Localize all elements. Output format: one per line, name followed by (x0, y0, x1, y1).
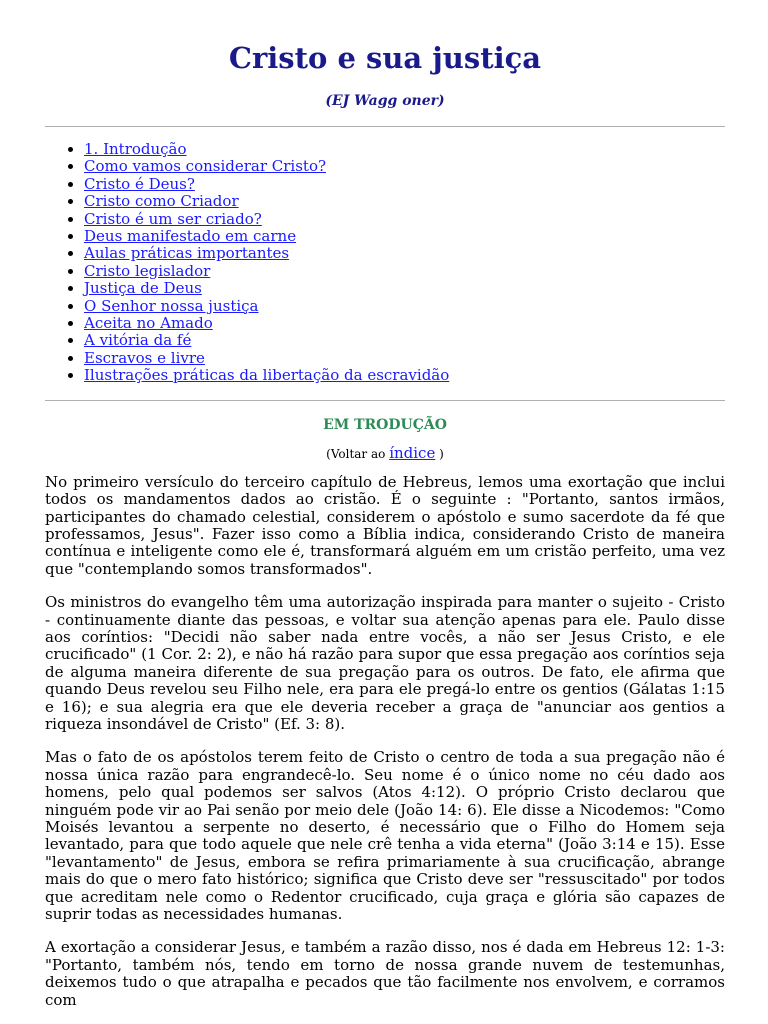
toc-link-escravos-livre[interactable]: Escravos e livre (84, 348, 205, 367)
index-link[interactable]: índice (389, 443, 436, 462)
toc-link-ilustracoes[interactable]: Ilustrações práticas da libertação da escravidão (84, 366, 450, 385)
toc-link-aceita-amado[interactable]: Aceita no Amado (84, 314, 213, 333)
toc-link-aulas-praticas[interactable]: Aulas práticas importantes (84, 244, 290, 263)
back-prefix: (Voltar ao (326, 446, 386, 461)
document-author: (EJ Wagg oner) (325, 93, 445, 109)
toc-item (84, 350, 725, 367)
toc-item (84, 298, 725, 315)
toc-link-senhor-justica[interactable]: O Senhor nossa justiça (84, 296, 259, 315)
divider (45, 400, 725, 401)
toc-item (84, 176, 725, 193)
toc-link-vitoria-fe[interactable]: A vitória da fé (84, 331, 192, 350)
toc-item (84, 263, 725, 280)
toc-link-como-considerar[interactable]: Como vamos considerar Cristo? (84, 157, 327, 176)
toc-item (84, 280, 725, 297)
toc-item (84, 367, 725, 384)
body-paragraph: Os ministros do evangelho têm uma autorização inspirada para manter o sujeito - Cristo - continuamente diante das pessoas, e voltar sua atenção apenas para ele. Paulo disse aos coríntios: "Decidi não saber nada entre vocês, a não ser Jesus Cristo, e ele crucificado" (1 Cor. 2: 2), e não há razão para supor que essa pregação aos coríntios seja de alguma maneira diferente de sua pregação para os outros. De fato, ele afirma que quando Deus revelou seu Filho nele, era para ele pregá-lo entre os gentios (Gálatas 1:15 e 16); e sua alegria era que ele deveria receber a graça de "anunciar aos gentios a riqueza insondável de Cristo" (Ef. 3: 8). (45, 593, 725, 733)
toc-item (84, 332, 725, 349)
toc-link-justica-deus[interactable]: Justiça de Deus (84, 279, 202, 298)
toc-link-introducao[interactable]: 1. Introdução (84, 140, 187, 158)
toc-item (84, 158, 725, 175)
divider (45, 126, 725, 127)
toc-item (84, 141, 725, 158)
body-paragraph: A exortação a considerar Jesus, e também a razão disso, nos é dada em Hebreus 12: 1-3: "Portanto, também nós, tendo em torno de nossa grande nuvem de testemunhas, deixemos tudo o que atrapalha e pecados que tão facilmente nos envolvem, e corramos com (45, 938, 725, 1009)
toc-item (84, 193, 725, 210)
back-to-index (45, 444, 725, 463)
toc-link-ser-criado[interactable]: Cristo é um ser criado? (84, 209, 262, 228)
body-paragraph: Mas o fato de os apóstolos terem feito de Cristo o centro de toda a sua pregação não é nossa única razão para engrandecê-lo. Seu nome é o único nome no céu dado aos homens, pelo qual podemos ser salvos (Atos 4:12). O próprio Cristo declarou que ninguém pode vir ao Pai senão por meio dele (João 14: 6). Ele disse a Nicodemos: "Como Moisés levantou a serpente no deserto, é necessário que o Filho do Homem seja levantado, para que todo aquele que nele crê tenha a vida eterna" (João 3:14 e 15). Esse "levantamento" de Jesus, embora se refira primariamente à sua crucificação, abrange mais do que o mero fato histórico; significa que Cristo deve ser "ressuscitado" por todos que acreditam nele como o Redentor crucificado, cuja graça e glória são capazes de suprir todas as necessidades humanas. (45, 748, 725, 924)
toc-item (84, 211, 725, 228)
toc-item (84, 315, 725, 332)
table-of-contents (45, 141, 725, 385)
toc-link-cristo-deus[interactable]: Cristo é Deus? (84, 174, 195, 193)
toc-item (84, 228, 725, 245)
body-paragraph: No primeiro versículo do terceiro capítulo de Hebreus, lemos uma exortação que inclui todos os mandamentos dados ao cristão. É o seguinte : "Portanto, santos irmãos, participantes do chamado celestial, considerem o apóstolo e sumo sacerdote da fé que professamos, Jesus". Fazer isso como a Bíblia indica, considerando Cristo de maneira contínua e inteligente como ele é, transformará alguém em um cristão perfeito, uma vez que "contemplando somos transformados". (45, 472, 725, 578)
back-suffix: ) (439, 446, 444, 461)
document-title: Cristo e sua justiça (228, 41, 542, 75)
toc-link-deus-manifestado[interactable]: Deus manifestado em carne (84, 227, 297, 246)
toc-item (84, 245, 725, 262)
toc-link-cristo-legislador[interactable]: Cristo legislador (84, 261, 211, 280)
toc-link-cristo-criador[interactable]: Cristo como Criador (84, 192, 239, 211)
section-heading: EM TRODUÇÃO (323, 416, 447, 433)
